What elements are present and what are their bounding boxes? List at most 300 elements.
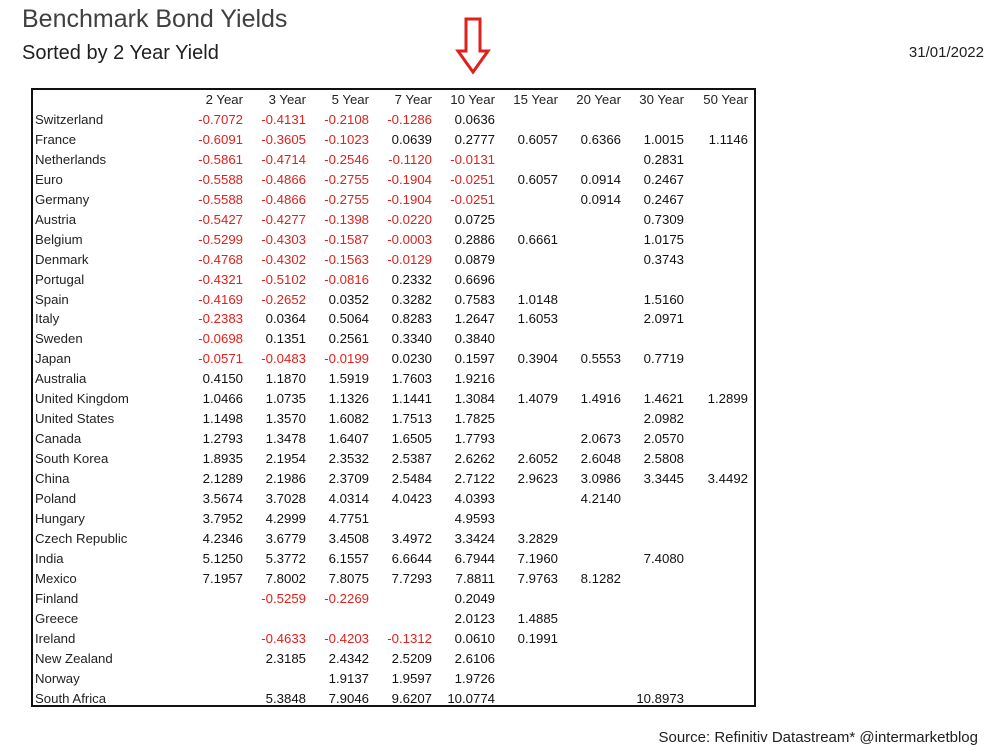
yield-cell: 0.0364: [265, 311, 306, 327]
country-label: Switzerland: [35, 111, 104, 127]
yield-cell: -0.1398: [324, 211, 369, 227]
yield-cell: [564, 529, 627, 549]
yield-cell: 0.1351: [265, 331, 306, 347]
yield-cell: 0.3904: [517, 351, 558, 367]
table-row: [33, 250, 754, 270]
yield-cell: 10.0774: [447, 690, 495, 706]
yield-cell: 9.6207: [391, 690, 432, 706]
yield-cell: [690, 429, 754, 449]
yield-cell: [564, 509, 627, 529]
yield-cell: -0.5588: [198, 171, 243, 187]
yield-cell: [564, 110, 627, 130]
yield-cell: 1.6053: [517, 311, 558, 327]
yield-cell: 0.2049: [454, 590, 495, 606]
table-row: [33, 190, 754, 210]
yield-cell: [501, 110, 564, 130]
yield-cell: -0.1312: [387, 630, 432, 646]
yield-cell: 7.8002: [265, 570, 306, 586]
country-label: South Korea: [35, 451, 109, 467]
yield-cell: [564, 270, 627, 290]
table-row: [33, 589, 754, 609]
yield-cell: 7.1957: [202, 570, 243, 586]
country-label: Portugal: [35, 271, 85, 287]
yield-cell: [690, 449, 754, 469]
yield-cell: 7.1960: [517, 550, 558, 566]
yield-cell: 0.7583: [454, 291, 495, 307]
yield-cell: 0.3340: [391, 331, 432, 347]
table-row: [33, 170, 754, 190]
yield-cell: -0.6091: [198, 131, 243, 147]
yield-cell: 0.2831: [643, 151, 684, 167]
yield-cell: -0.2108: [324, 111, 369, 127]
table-row: [33, 689, 754, 707]
yield-cell: [690, 250, 754, 270]
yield-cell: 1.0466: [202, 391, 243, 407]
yield-cell: [690, 549, 754, 569]
yield-cell: 2.4342: [328, 650, 369, 666]
yield-cell: 2.0123: [454, 610, 495, 626]
table-row: [33, 509, 754, 529]
yield-cell: 3.4508: [328, 530, 369, 546]
yield-cell: [564, 589, 627, 609]
yield-cell: [627, 329, 690, 349]
yield-cell: [564, 230, 627, 250]
yield-cell: [564, 549, 627, 569]
country-label: Canada: [35, 431, 82, 447]
yield-cell: -0.0251: [450, 191, 495, 207]
yield-cell: [627, 609, 690, 629]
yield-cell: [501, 589, 564, 609]
yield-cell: -0.2652: [261, 291, 306, 307]
yield-cell: 3.0986: [580, 471, 621, 487]
yield-cell: 0.5064: [328, 311, 369, 327]
table-row: [33, 469, 754, 489]
yield-cell: -0.1904: [387, 171, 432, 187]
yield-cell: -0.4768: [198, 251, 243, 267]
yield-cell: 2.7122: [454, 471, 495, 487]
yield-cell: 0.4150: [202, 371, 243, 387]
table-body: [33, 110, 754, 707]
yield-cell: [564, 309, 627, 329]
yield-cell: 0.2467: [643, 191, 684, 207]
yield-cell: 4.2140: [580, 491, 621, 507]
yield-cell: [690, 230, 754, 250]
yield-cell: 1.0735: [265, 391, 306, 407]
country-label: South Africa: [35, 690, 107, 706]
yield-cell: [690, 329, 754, 349]
yield-cell: 1.5919: [328, 371, 369, 387]
yield-cell: 7.9763: [517, 570, 558, 586]
country-label: Australia: [35, 371, 87, 387]
yield-cell: 7.9046: [328, 690, 369, 706]
yield-cell: 10.8973: [636, 690, 684, 706]
yield-cell: 1.5160: [643, 291, 684, 307]
yield-cell: -0.5588: [198, 191, 243, 207]
yield-cell: 0.0639: [391, 131, 432, 147]
yield-cell: 0.6696: [454, 271, 495, 287]
yield-cell: 1.4621: [643, 391, 684, 407]
yield-cell: -0.0131: [450, 151, 495, 167]
yield-cell: -0.4633: [261, 630, 306, 646]
yield-cell: -0.1023: [324, 131, 369, 147]
yield-cell: [564, 329, 627, 349]
yield-cell: [690, 270, 754, 290]
yield-cell: [564, 290, 627, 310]
yield-cell: 1.1441: [391, 391, 432, 407]
yield-cell: [690, 629, 754, 649]
yield-cell: 1.6407: [328, 431, 369, 447]
yield-cell: -0.4866: [261, 171, 306, 187]
yield-cell: [627, 270, 690, 290]
column-header: 50 Year: [703, 92, 748, 107]
yield-cell: 3.3445: [643, 471, 684, 487]
yield-cell: -0.4321: [198, 271, 243, 287]
yield-cell: 4.9593: [454, 511, 495, 527]
yield-cell: [627, 110, 690, 130]
yield-cell: [690, 489, 754, 509]
yield-cell: 2.0971: [643, 311, 684, 327]
table-row: [33, 489, 754, 509]
yield-cell: -0.0816: [324, 271, 369, 287]
country-label: Ireland: [35, 630, 76, 646]
country-label: United States: [35, 411, 115, 427]
yield-cell: 2.5209: [391, 650, 432, 666]
yield-cell: 0.3743: [643, 251, 684, 267]
yield-cell: [501, 329, 564, 349]
yield-cell: [501, 689, 564, 707]
yield-cell: [627, 509, 690, 529]
table-row: [33, 309, 754, 329]
yield-cell: [249, 669, 312, 689]
yield-cell: [186, 649, 249, 669]
yield-cell: 3.4492: [707, 471, 748, 487]
table-row: [33, 150, 754, 170]
yield-cell: 1.0015: [643, 131, 684, 147]
yields-table: [33, 90, 754, 707]
yield-cell: -0.2383: [198, 311, 243, 327]
yield-cell: 2.1986: [265, 471, 306, 487]
chart-title: Benchmark Bond Yields: [22, 5, 288, 33]
yield-cell: [627, 669, 690, 689]
yield-cell: -0.4866: [261, 191, 306, 207]
yield-cell: 7.7293: [391, 570, 432, 586]
table-row: [33, 270, 754, 290]
yield-cell: -0.4203: [324, 630, 369, 646]
yield-cell: 3.3424: [454, 530, 495, 546]
yield-cell: -0.0483: [261, 351, 306, 367]
yield-cell: 5.3848: [265, 690, 306, 706]
yield-cell: -0.4302: [261, 251, 306, 267]
table-row: [33, 329, 754, 349]
yield-cell: 1.7825: [454, 411, 495, 427]
table-row: [33, 529, 754, 549]
column-header: 2 Year: [205, 92, 243, 107]
yield-cell: -0.1120: [388, 151, 432, 167]
yield-cell: [186, 609, 249, 629]
yield-cell: 1.1498: [202, 411, 243, 427]
yield-cell: [564, 369, 627, 389]
column-header: 7 Year: [394, 92, 432, 107]
yield-cell: -0.4131: [261, 111, 306, 127]
yield-cell: 0.2467: [643, 171, 684, 187]
country-label: Norway: [35, 670, 80, 686]
table-row: [33, 669, 754, 689]
yield-cell: 4.2999: [265, 511, 306, 527]
yield-cell: [501, 369, 564, 389]
table-row: [33, 110, 754, 130]
column-header: 10 Year: [450, 92, 495, 107]
yield-cell: 0.8283: [391, 311, 432, 327]
yield-cell: [501, 489, 564, 509]
yield-cell: -0.1286: [387, 111, 432, 127]
yield-cell: 0.0610: [454, 630, 495, 646]
yield-cell: 0.0636: [454, 111, 495, 127]
yield-cell: 2.3532: [328, 451, 369, 467]
yield-cell: 1.0148: [517, 291, 558, 307]
column-header: 20 Year: [576, 92, 621, 107]
country-label: Hungary: [35, 511, 85, 527]
table-row: [33, 130, 754, 150]
yield-cell: [564, 669, 627, 689]
yield-cell: [501, 409, 564, 429]
yield-cell: [690, 509, 754, 529]
yield-cell: 2.0570: [643, 431, 684, 447]
country-label: Spain: [35, 291, 69, 307]
yield-cell: 2.5484: [391, 471, 432, 487]
country-label: India: [35, 550, 64, 566]
country-label: Mexico: [35, 570, 77, 586]
chart-subtitle: Sorted by 2 Year Yield: [22, 42, 219, 64]
yield-cell: [501, 190, 564, 210]
yield-cell: -0.4169: [198, 291, 243, 307]
yield-cell: [690, 170, 754, 190]
yield-cell: [690, 349, 754, 369]
yield-cell: 0.3840: [454, 331, 495, 347]
yield-cell: 0.7309: [643, 211, 684, 227]
yield-cell: 0.2886: [454, 231, 495, 247]
yield-cell: [690, 210, 754, 230]
yield-cell: 2.6052: [517, 451, 558, 467]
yield-cell: [501, 429, 564, 449]
country-label: Italy: [35, 311, 60, 327]
yield-cell: 2.1289: [202, 471, 243, 487]
yield-cell: [627, 649, 690, 669]
yield-cell: [249, 609, 312, 629]
country-label: Austria: [35, 211, 77, 227]
country-label: Japan: [35, 351, 71, 367]
yield-cell: 1.3084: [454, 391, 495, 407]
yield-cell: 3.5674: [202, 491, 243, 507]
yield-cell: 1.9597: [391, 670, 432, 686]
yield-cell: 2.0982: [643, 411, 684, 427]
yield-cell: 2.6048: [580, 451, 621, 467]
yield-cell: 3.7028: [265, 491, 306, 507]
date-label: 31/01/2022: [908, 44, 984, 61]
country-label: United Kingdom: [35, 391, 129, 407]
yield-cell: [375, 589, 438, 609]
yield-cell: -0.3605: [261, 131, 306, 147]
yield-cell: 1.6082: [328, 411, 369, 427]
yield-cell: 0.3282: [391, 291, 432, 307]
yields-table-frame: [31, 88, 756, 707]
table-row: [33, 549, 754, 569]
yield-cell: 0.0725: [454, 211, 495, 227]
country-label: Belgium: [35, 231, 83, 247]
yield-cell: 5.1250: [202, 550, 243, 566]
yield-cell: [690, 589, 754, 609]
yield-cell: -0.4303: [261, 231, 306, 247]
yield-cell: 1.0175: [643, 231, 684, 247]
yield-cell: 0.0914: [580, 171, 621, 187]
yield-cell: -0.2755: [324, 191, 369, 207]
yield-cell: 2.6106: [454, 650, 495, 666]
yield-cell: 0.7719: [643, 351, 684, 367]
yield-cell: 0.2777: [454, 131, 495, 147]
yield-cell: [690, 409, 754, 429]
yield-cell: [564, 409, 627, 429]
yield-cell: 5.3772: [265, 550, 306, 566]
yield-cell: [690, 150, 754, 170]
yield-cell: 1.1326: [328, 391, 369, 407]
yield-cell: [627, 369, 690, 389]
yield-cell: [375, 609, 438, 629]
yield-cell: [564, 609, 627, 629]
yield-cell: [375, 509, 438, 529]
yield-cell: [501, 509, 564, 529]
yield-cell: 1.1146: [708, 131, 748, 147]
header-country: [33, 90, 186, 110]
yield-cell: 2.1954: [265, 451, 306, 467]
yield-cell: 7.8075: [328, 570, 369, 586]
yield-cell: [186, 669, 249, 689]
table-row: [33, 609, 754, 629]
yield-cell: 1.3478: [265, 431, 306, 447]
yield-cell: [627, 629, 690, 649]
yield-cell: [186, 629, 249, 649]
yield-cell: [564, 250, 627, 270]
yield-cell: [501, 210, 564, 230]
table-row: [33, 569, 754, 589]
yield-cell: 3.7952: [202, 511, 243, 527]
column-header: 30 Year: [639, 92, 684, 107]
table-row: [33, 210, 754, 230]
yield-cell: [690, 649, 754, 669]
country-label: Euro: [35, 171, 63, 187]
yield-cell: 1.7603: [391, 371, 432, 387]
yield-cell: [564, 689, 627, 707]
yield-cell: -0.2269: [324, 590, 369, 606]
yield-cell: 2.3185: [265, 650, 306, 666]
yield-cell: 0.6366: [580, 131, 621, 147]
table-row: [33, 649, 754, 669]
yield-cell: -0.0220: [387, 211, 432, 227]
yield-cell: 7.8811: [455, 570, 495, 586]
yield-cell: -0.0129: [387, 251, 432, 267]
yield-cell: 1.7793: [454, 431, 495, 447]
yield-cell: [690, 529, 754, 549]
yield-cell: [690, 369, 754, 389]
yield-cell: 1.2647: [454, 311, 495, 327]
yield-cell: -0.7072: [198, 111, 243, 127]
yield-cell: 6.1557: [328, 550, 369, 566]
yield-cell: 0.0352: [328, 291, 369, 307]
yield-cell: -0.0003: [387, 231, 432, 247]
yield-cell: -0.1563: [324, 251, 369, 267]
yield-cell: 0.2561: [328, 331, 369, 347]
yield-cell: 4.0393: [454, 491, 495, 507]
yield-cell: 1.4079: [517, 391, 558, 407]
source-note: Source: Refinitiv Datastream* @intermarketblog: [658, 729, 978, 746]
yield-cell: [312, 609, 375, 629]
country-label: China: [35, 471, 70, 487]
yield-cell: [186, 589, 249, 609]
country-label: New Zealand: [35, 650, 113, 666]
yield-cell: -0.0251: [450, 171, 495, 187]
yield-cell: [627, 529, 690, 549]
yield-cell: 3.4972: [391, 530, 432, 546]
table-row: [33, 429, 754, 449]
table-row: [33, 409, 754, 429]
yield-cell: [564, 210, 627, 230]
yield-cell: 2.9623: [517, 471, 558, 487]
yield-cell: -0.4714: [261, 151, 306, 167]
yield-cell: [627, 489, 690, 509]
yield-cell: [501, 150, 564, 170]
yield-cell: [564, 150, 627, 170]
country-label: Finland: [35, 590, 79, 606]
table-row: [33, 629, 754, 649]
yield-cell: -0.5102: [261, 271, 306, 287]
country-label: France: [35, 131, 77, 147]
yield-cell: 2.5808: [643, 451, 684, 467]
yield-cell: 4.2346: [202, 530, 243, 546]
yield-cell: 0.1991: [517, 630, 558, 646]
country-label: Czech Republic: [35, 530, 128, 546]
yield-cell: 2.0673: [580, 431, 621, 447]
yield-cell: [627, 569, 690, 589]
table-header-row: [33, 90, 754, 110]
yield-cell: [690, 669, 754, 689]
country-label: Germany: [35, 191, 90, 207]
country-label: Greece: [35, 610, 79, 626]
country-label: Netherlands: [35, 151, 107, 167]
yield-cell: 1.9216: [454, 371, 495, 387]
yield-cell: 0.6661: [517, 231, 558, 247]
yield-cell: -0.1904: [387, 191, 432, 207]
yield-cell: 2.6262: [454, 451, 495, 467]
table-row: [33, 349, 754, 369]
yield-cell: 1.9726: [454, 670, 495, 686]
yield-cell: [690, 309, 754, 329]
yield-cell: 1.2899: [707, 391, 748, 407]
yield-cell: [690, 609, 754, 629]
yield-cell: 1.6505: [391, 431, 432, 447]
country-label: Denmark: [35, 251, 89, 267]
yield-cell: 1.4916: [580, 391, 621, 407]
table-row: [33, 369, 754, 389]
yield-cell: [690, 290, 754, 310]
yield-cell: [501, 250, 564, 270]
country-label: Poland: [35, 491, 77, 507]
yield-cell: 2.3709: [328, 471, 369, 487]
yield-cell: 3.2829: [517, 530, 558, 546]
yield-cell: 4.0423: [391, 491, 432, 507]
yield-cell: 4.7751: [328, 511, 369, 527]
yield-cell: [690, 110, 754, 130]
yield-cell: 1.9137: [328, 670, 369, 686]
yield-cell: 0.1597: [454, 351, 495, 367]
yield-cell: 1.7513: [391, 411, 432, 427]
